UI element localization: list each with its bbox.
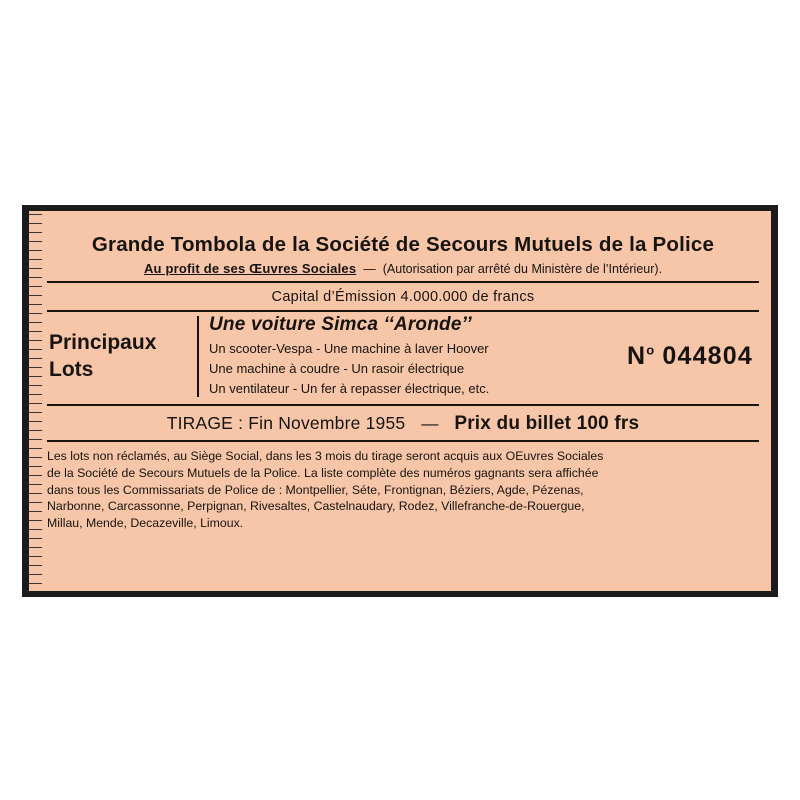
prizes-heading xyxy=(47,314,197,399)
draw-row xyxy=(47,413,759,435)
fine-print-line-1: Les lots non réclamés, au Siège Social, dans les 3 mois du tirage seront acquis aux OEuvres Sociales xyxy=(47,449,604,464)
divider-draw xyxy=(47,440,759,442)
lottery-ticket xyxy=(22,205,778,597)
divider-top xyxy=(47,281,759,283)
ticket-price: Prix du billet 100 frs xyxy=(454,413,640,435)
subtitle-dash: — xyxy=(363,262,376,276)
ticket-content xyxy=(47,221,759,585)
ticket-subtitle xyxy=(47,261,759,276)
serial-number xyxy=(627,342,753,371)
serial-digits: 044804 xyxy=(662,342,753,371)
capital-emission: Capital d’Émission 4.000.000 de francs xyxy=(271,289,535,305)
serial-number-box xyxy=(563,314,759,399)
prizes-heading-line1: Principaux xyxy=(49,331,157,355)
ticket-title: Grande Tombola de la Société de Secours Mutuels de la Police xyxy=(91,233,715,256)
perforated-edge-left xyxy=(29,211,42,591)
draw-date: TIRAGE : Fin Novembre 1955 xyxy=(166,413,406,434)
prizes-list xyxy=(209,314,563,399)
prizes-heading-line2: Lots xyxy=(49,357,94,381)
prize-main: Une voiture Simca ‘‘Aronde’’ xyxy=(209,314,472,335)
subtitle-authorization: (Autorisation par arrêté du Ministère de l’Intérieur). xyxy=(382,262,663,276)
subtitle-benefit: Au profit de ses Œuvres Sociales xyxy=(143,261,357,276)
fine-print xyxy=(47,448,759,531)
draw-separator: — xyxy=(421,414,439,434)
fine-print-line-2: de la Société de Secours Mutuels de la Police. La liste complète des numéros gagnants sera affichée xyxy=(47,466,599,481)
serial-prefix: N xyxy=(627,342,647,371)
serial-prefix-sup: o xyxy=(646,342,655,358)
prize-line-2: Une machine à coudre - Un rasoir électrique xyxy=(209,361,465,377)
prize-line-1: Un scooter-Vespa - Une machine à laver Hoover xyxy=(209,341,489,356)
fine-print-line-4: Narbonne, Carcassonne, Perpignan, Rivesaltes, Castelnaudary, Rodez, Villefranche-de-Rouergue, xyxy=(47,499,585,514)
divider-vertical xyxy=(197,316,199,397)
prize-line-3: Un ventilateur - Un fer à repasser électrique, etc. xyxy=(209,381,490,397)
fine-print-line-5: Millau, Mende, Decazeville, Limoux. xyxy=(47,515,244,530)
fine-print-line-3: dans tous les Commissariats de Police de : Montpellier, Séte, Frontignan, Béziers, Agde, Pézenas, xyxy=(47,482,584,497)
divider-capital xyxy=(47,310,759,312)
prizes-section xyxy=(47,314,759,399)
divider-prizes xyxy=(47,404,759,406)
